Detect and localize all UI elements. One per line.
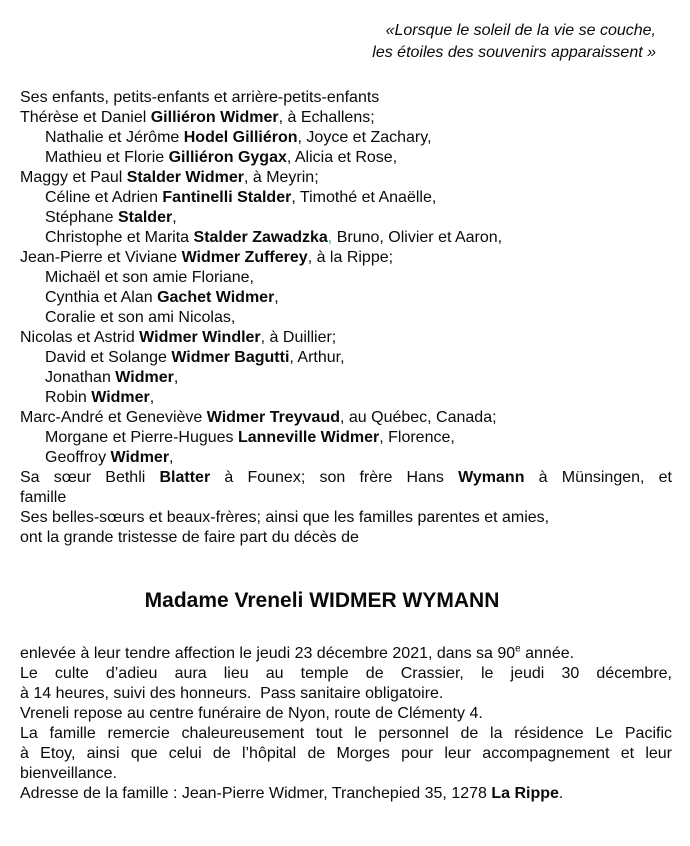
- text-segment: ,: [172, 209, 177, 226]
- text-segment: Céline et Adrien: [45, 189, 163, 206]
- text-line: [20, 684, 672, 704]
- text-segment: , Joyce et Zachary,: [297, 129, 432, 146]
- text-line: [20, 88, 672, 108]
- text-segment: Le culte d’adieu aura lieu au temple de Crassier, le jeudi 30 décembre,: [20, 665, 672, 682]
- name-bold: Gachet Widmer: [157, 289, 275, 306]
- text-line: [20, 228, 672, 248]
- name-bold: Widmer Treyvaud: [206, 409, 340, 426]
- text-segment: ,: [173, 369, 179, 386]
- text-line: [20, 664, 672, 684]
- text-segment: , à Duillier;: [260, 329, 337, 346]
- name-bold: Wymann: [458, 469, 525, 486]
- text-segment: Christophe et Marita: [45, 229, 194, 246]
- text-segment: à Münsingen, et: [524, 469, 672, 486]
- quote-line-1: «Lorsque le soleil de la vie se couche,: [385, 22, 656, 39]
- text-line: [20, 724, 672, 744]
- family-list: [20, 88, 672, 548]
- text-segment: Cynthia et Alan: [45, 289, 158, 306]
- text-segment: Sa sœur Bethli: [20, 469, 160, 486]
- text-segment: Marc-André et Geneviève: [20, 409, 207, 426]
- text-segment: David et Solange: [45, 349, 172, 366]
- text-segment: enlevée à leur tendre affection le jeudi 23 décembre 2021, dans sa 90: [20, 645, 516, 662]
- name-bold: Fantinelli Stalder: [162, 189, 292, 206]
- text-line: [20, 488, 672, 508]
- text-segment: Mathieu et Florie: [45, 149, 169, 166]
- text-line: [20, 208, 672, 228]
- name-bold: Widmer Windler: [139, 329, 261, 346]
- text-segment: Jean-Pierre et Viviane: [20, 249, 182, 266]
- text-line: [20, 784, 672, 804]
- name-bold: Widmer Zufferey: [181, 249, 308, 266]
- text-line: [20, 368, 672, 388]
- text-segment: , Alicia et Rose,: [286, 149, 398, 166]
- text-segment: famille: [20, 489, 67, 506]
- text-segment: , Florence,: [379, 429, 455, 446]
- text-segment: ,: [274, 289, 279, 306]
- text-line: [20, 468, 672, 488]
- text-line: [20, 644, 672, 664]
- name-bold: Gilliéron Widmer: [150, 109, 279, 126]
- text-line: [20, 108, 672, 128]
- text-segment: à Etoy, ainsi que celui de l’hôpital de Morges pour leur accompagnement et leur: [20, 745, 672, 762]
- text-line: [20, 268, 672, 288]
- text-segment: ,: [149, 389, 155, 406]
- text-segment: , à Echallens;: [278, 109, 375, 126]
- text-segment: Vreneli repose au centre funéraire de Nyon, route de Clémenty 4.: [20, 705, 483, 722]
- text-segment: Stéphane: [45, 209, 118, 226]
- text-segment: année.: [520, 645, 575, 662]
- name-bold: Widmer: [115, 369, 174, 386]
- text-segment: Coralie et son ami Nicolas,: [45, 309, 236, 326]
- text-line: [20, 428, 672, 448]
- name-bold: Widmer: [110, 449, 170, 466]
- name-bold: Lanneville Widmer: [237, 429, 380, 446]
- text-segment: Geoffroy: [45, 449, 111, 466]
- memorial-quote: [372, 20, 656, 64]
- text-segment: , au Québec, Canada;: [339, 409, 497, 426]
- text-segment: ,: [327, 229, 333, 246]
- name-bold: La Rippe: [491, 785, 559, 802]
- text-segment: , à la Rippe;: [307, 249, 394, 266]
- text-line: [20, 704, 672, 724]
- text-segment: Ses belles-sœurs et beaux-frères; ainsi que les familles parentes et amies,: [20, 509, 550, 526]
- text-line: [20, 168, 672, 188]
- text-segment: Adresse de la famille : Jean-Pierre Widmer, Tranchepied 35, 1278: [20, 785, 492, 802]
- text-segment: Jonathan: [45, 369, 116, 386]
- text-segment: Michaël et son amie Floriane,: [45, 269, 254, 286]
- text-segment: Thérèse et Daniel: [20, 109, 151, 126]
- text-segment: Bruno, Olivier et Aaron,: [332, 229, 503, 246]
- name-bold: Widmer: [91, 389, 150, 406]
- text-segment: , Arthur,: [289, 349, 345, 366]
- text-segment: La famille remercie chaleureusement tout le personnel de la résidence Le Pacific: [20, 725, 672, 742]
- text-segment: ont la grande tristesse de faire part du décès de: [20, 529, 359, 546]
- text-line: [20, 744, 672, 764]
- text-line: [20, 448, 672, 468]
- name-bold: Blatter: [159, 469, 211, 486]
- text-segment: à Founex; son frère Hans: [210, 469, 459, 486]
- name-bold: Widmer Bagutti: [171, 349, 290, 366]
- text-line: [20, 328, 672, 348]
- text-line: [20, 288, 672, 308]
- text-line: [20, 508, 672, 528]
- text-segment: Robin: [45, 389, 92, 406]
- text-line: [20, 528, 672, 548]
- text-segment: , Timothé et Anaëlle,: [291, 189, 437, 206]
- name-bold: Stalder Zawadzka: [193, 229, 328, 246]
- text-segment: , à Meyrin;: [243, 169, 319, 186]
- text-segment: bienveillance.: [20, 765, 117, 782]
- name-bold: Stalder: [117, 209, 173, 226]
- text-segment: à 14 heures, suivi des honneurs. Pass sanitaire obligatoire.: [20, 685, 444, 702]
- text-segment: .: [558, 785, 564, 802]
- text-line: [20, 348, 672, 368]
- text-line: [20, 248, 672, 268]
- text-line: [20, 308, 672, 328]
- text-line: [20, 388, 672, 408]
- quote-line-2: les étoiles des souvenirs apparaissent »: [372, 44, 656, 61]
- text-line: [20, 408, 672, 428]
- funeral-details: [20, 644, 672, 804]
- name-bold: Hodel Gilliéron: [183, 129, 298, 146]
- deceased-name-title: Madame Vreneli WIDMER WYMANN: [144, 589, 500, 612]
- text-line: [20, 188, 672, 208]
- text-segment: ,: [169, 449, 174, 466]
- text-line: [20, 148, 672, 168]
- text-line: [20, 764, 672, 784]
- text-segment: Morgane et Pierre-Hugues: [45, 429, 238, 446]
- name-bold: Stalder Widmer: [126, 169, 244, 186]
- text-segment: Nathalie et Jérôme: [45, 129, 184, 146]
- text-line: [20, 128, 672, 148]
- text-segment: e: [515, 643, 521, 655]
- text-segment: Nicolas et Astrid: [20, 329, 140, 346]
- text-segment: Ses enfants, petits-enfants et arrière-petits-enfants: [20, 89, 380, 106]
- name-bold: Gilliéron Gygax: [168, 149, 287, 166]
- text-segment: Maggy et Paul: [20, 169, 127, 186]
